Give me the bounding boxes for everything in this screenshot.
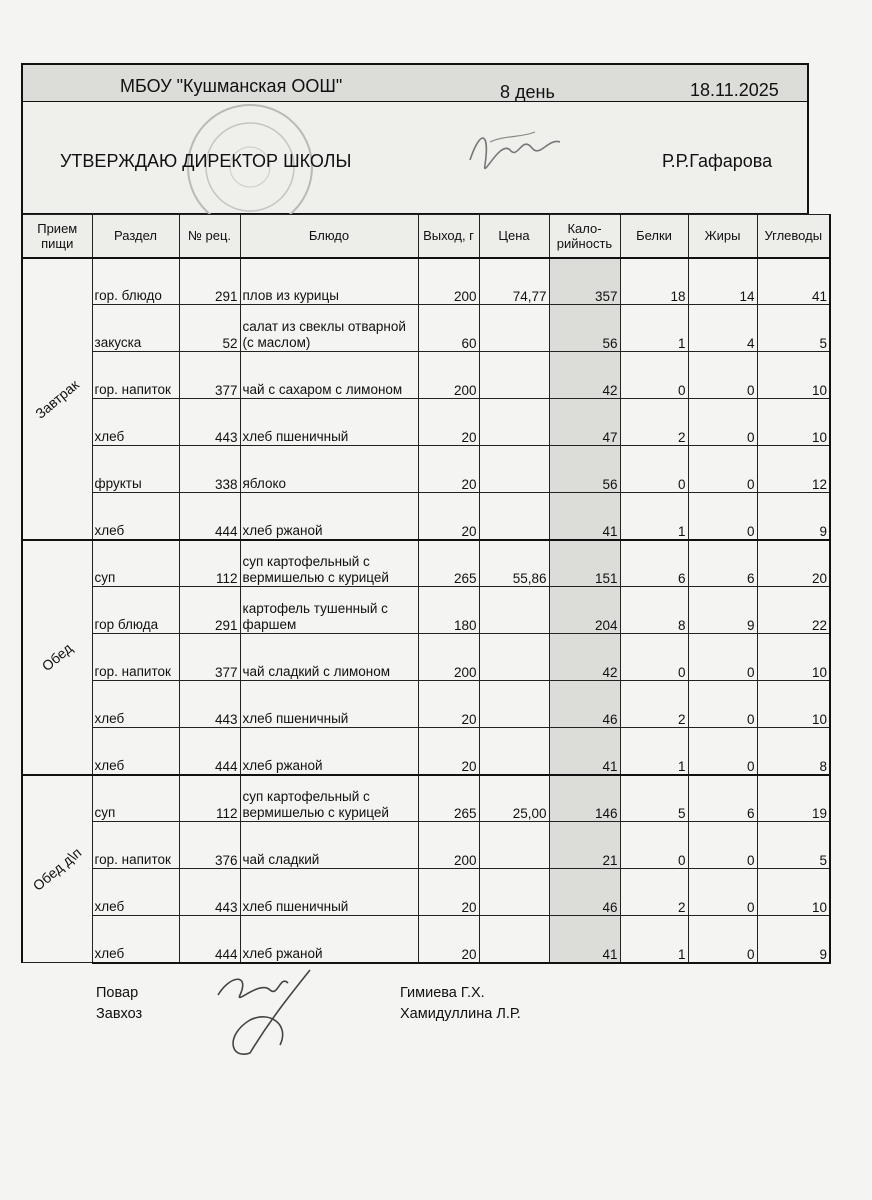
cell-section: гор. напиток	[92, 634, 179, 681]
cell-dish: хлеб ржаной	[240, 916, 418, 963]
cell-recipe: 444	[179, 728, 240, 775]
cell-protein: 1	[620, 493, 688, 540]
cell-carbs: 12	[757, 446, 830, 493]
cell-kcal: 42	[549, 634, 620, 681]
cell-section: фрукты	[92, 446, 179, 493]
cell-price	[479, 587, 549, 634]
cook-signature-icon	[210, 965, 330, 1060]
cell-price	[479, 916, 549, 963]
keeper-name: Хамидуллина Л.Р.	[400, 1006, 521, 1022]
cell-yield: 200	[418, 822, 479, 869]
meal-cell	[22, 540, 92, 775]
table-row	[22, 634, 830, 681]
cell-fat: 14	[688, 258, 757, 305]
cell-price: 25,00	[479, 775, 549, 822]
cell-recipe: 291	[179, 258, 240, 305]
col-kcal: Кало-рийность	[549, 215, 620, 258]
cell-kcal: 146	[549, 775, 620, 822]
meal-cell	[22, 258, 92, 540]
cell-protein: 1	[620, 916, 688, 963]
cell-dish: хлеб пшеничный	[240, 681, 418, 728]
cell-carbs: 10	[757, 352, 830, 399]
director-name: Р.Р.Гафарова	[662, 151, 773, 171]
cell-price	[479, 446, 549, 493]
cell-section: гор. блюдо	[92, 258, 179, 305]
cell-protein: 8	[620, 587, 688, 634]
cell-yield: 200	[418, 352, 479, 399]
cell-section: хлеб	[92, 728, 179, 775]
cell-yield: 200	[418, 258, 479, 305]
cell-kcal: 357	[549, 258, 620, 305]
cell-recipe: 112	[179, 540, 240, 587]
table-row	[22, 399, 830, 446]
cell-yield: 265	[418, 775, 479, 822]
table-row	[22, 681, 830, 728]
cell-protein: 1	[620, 305, 688, 352]
school-name: МБОУ "Кушманская ООШ"	[120, 76, 343, 96]
cell-recipe: 376	[179, 822, 240, 869]
approval-caption: УТВЕРЖДАЮ ДИРЕКТОР ШКОЛЫ	[60, 151, 352, 171]
cell-dish: суп картофельный с вермишелью с курицей	[240, 540, 418, 587]
cell-fat: 0	[688, 916, 757, 963]
cell-carbs: 20	[757, 540, 830, 587]
meal-cell	[22, 775, 92, 963]
cell-dish: хлеб ржаной	[240, 728, 418, 775]
cell-price: 55,86	[479, 540, 549, 587]
cell-protein: 6	[620, 540, 688, 587]
cell-kcal: 41	[549, 916, 620, 963]
table-row	[22, 728, 830, 775]
cell-recipe: 377	[179, 634, 240, 681]
cell-section: хлеб	[92, 916, 179, 963]
cell-fat: 0	[688, 493, 757, 540]
cell-kcal: 41	[549, 493, 620, 540]
cell-kcal: 41	[549, 728, 620, 775]
col-section: Раздел	[92, 215, 179, 258]
table-row	[22, 540, 830, 587]
cell-recipe: 377	[179, 352, 240, 399]
cell-price	[479, 352, 549, 399]
cell-protein: 2	[620, 399, 688, 446]
table-row	[22, 916, 830, 963]
cell-fat: 0	[688, 728, 757, 775]
cell-kcal: 47	[549, 399, 620, 446]
cell-kcal: 46	[549, 869, 620, 916]
cell-fat: 0	[688, 399, 757, 446]
cell-kcal: 46	[549, 681, 620, 728]
cell-carbs: 10	[757, 399, 830, 446]
table-row	[22, 493, 830, 540]
cell-kcal: 21	[549, 822, 620, 869]
cell-carbs: 9	[757, 916, 830, 963]
cell-protein: 0	[620, 446, 688, 493]
cell-recipe: 443	[179, 869, 240, 916]
cell-price	[479, 493, 549, 540]
cell-carbs: 10	[757, 681, 830, 728]
cell-dish: чай сладкий	[240, 822, 418, 869]
cell-carbs: 19	[757, 775, 830, 822]
cell-yield: 180	[418, 587, 479, 634]
cell-recipe: 52	[179, 305, 240, 352]
cell-carbs: 10	[757, 634, 830, 681]
col-protein: Белки	[620, 215, 688, 258]
cell-section: закуска	[92, 305, 179, 352]
cell-section: гор блюда	[92, 587, 179, 634]
cell-kcal: 56	[549, 446, 620, 493]
col-dish: Блюдо	[240, 215, 418, 258]
cell-yield: 20	[418, 916, 479, 963]
cell-recipe: 112	[179, 775, 240, 822]
cell-yield: 20	[418, 869, 479, 916]
cell-section: суп	[92, 775, 179, 822]
cell-fat: 9	[688, 587, 757, 634]
cell-fat: 6	[688, 775, 757, 822]
cell-yield: 200	[418, 634, 479, 681]
cell-fat: 0	[688, 352, 757, 399]
cell-carbs: 22	[757, 587, 830, 634]
table-row	[22, 869, 830, 916]
cell-recipe: 443	[179, 681, 240, 728]
cook-name: Гимиева Г.Х.	[400, 985, 485, 1001]
cell-price	[479, 869, 549, 916]
cell-protein: 1	[620, 728, 688, 775]
cell-price: 74,77	[479, 258, 549, 305]
cell-recipe: 444	[179, 493, 240, 540]
cell-section: суп	[92, 540, 179, 587]
meal-label: Завтрак	[32, 375, 83, 422]
cell-dish: чай сладкий с лимоном	[240, 634, 418, 681]
cell-carbs: 5	[757, 305, 830, 352]
cell-dish: картофель тушенный с фаршем	[240, 587, 418, 634]
cell-fat: 0	[688, 681, 757, 728]
cell-dish: яблоко	[240, 446, 418, 493]
cell-recipe: 444	[179, 916, 240, 963]
table-row	[22, 305, 830, 352]
cell-yield: 20	[418, 399, 479, 446]
cell-fat: 4	[688, 305, 757, 352]
menu-date: 18.11.2025	[690, 80, 779, 100]
cell-dish: салат из свеклы отварной (с маслом)	[240, 305, 418, 352]
cell-carbs: 10	[757, 869, 830, 916]
cell-kcal: 204	[549, 587, 620, 634]
cell-kcal: 151	[549, 540, 620, 587]
cook-label: Повар	[96, 985, 139, 1001]
cell-section: гор. напиток	[92, 352, 179, 399]
cell-yield: 265	[418, 540, 479, 587]
cell-protein: 0	[620, 352, 688, 399]
cell-kcal: 56	[549, 305, 620, 352]
table-row	[22, 775, 830, 822]
cell-fat: 0	[688, 634, 757, 681]
cell-section: хлеб	[92, 399, 179, 446]
col-yield: Выход, г	[418, 215, 479, 258]
cell-protein: 2	[620, 869, 688, 916]
cell-dish: хлеб пшеничный	[240, 399, 418, 446]
cell-section: хлеб	[92, 681, 179, 728]
cell-carbs: 9	[757, 493, 830, 540]
cell-carbs: 8	[757, 728, 830, 775]
menu-table	[21, 214, 831, 964]
cell-dish: плов из курицы	[240, 258, 418, 305]
cell-dish: чай с сахаром с лимоном	[240, 352, 418, 399]
table-header-row	[22, 215, 830, 258]
cell-price	[479, 634, 549, 681]
cell-yield: 20	[418, 728, 479, 775]
cell-fat: 6	[688, 540, 757, 587]
cell-recipe: 443	[179, 399, 240, 446]
col-price: Цена	[479, 215, 549, 258]
cell-fat: 0	[688, 869, 757, 916]
cell-yield: 60	[418, 305, 479, 352]
cell-section: хлеб	[92, 493, 179, 540]
table-row	[22, 446, 830, 493]
cell-price	[479, 822, 549, 869]
keeper-label: Завхоз	[96, 1006, 143, 1022]
cell-price	[479, 305, 549, 352]
meal-label: Обед д\п	[29, 844, 85, 894]
col-meal: Прием пищи	[22, 215, 92, 258]
cell-price	[479, 399, 549, 446]
cell-carbs: 5	[757, 822, 830, 869]
table-row	[22, 258, 830, 305]
col-carbs: Углеводы	[757, 215, 830, 258]
col-recipe: № рец.	[179, 215, 240, 258]
cell-dish: суп картофельный с вермишелью с курицей	[240, 775, 418, 822]
cell-carbs: 41	[757, 258, 830, 305]
cell-kcal: 42	[549, 352, 620, 399]
cell-protein: 0	[620, 634, 688, 681]
table-row	[22, 822, 830, 869]
director-signature-icon	[460, 120, 570, 190]
cell-protein: 2	[620, 681, 688, 728]
meal-label: Обед	[38, 639, 76, 675]
cell-yield: 20	[418, 681, 479, 728]
cell-section: хлеб	[92, 869, 179, 916]
cell-protein: 5	[620, 775, 688, 822]
cell-protein: 0	[620, 822, 688, 869]
cell-price	[479, 681, 549, 728]
cell-yield: 20	[418, 446, 479, 493]
cell-fat: 0	[688, 822, 757, 869]
day-label: 8 день	[500, 82, 555, 102]
col-fat: Жиры	[688, 215, 757, 258]
cell-protein: 18	[620, 258, 688, 305]
cell-dish: хлеб ржаной	[240, 493, 418, 540]
cell-yield: 20	[418, 493, 479, 540]
table-row	[22, 587, 830, 634]
cell-recipe: 291	[179, 587, 240, 634]
cell-recipe: 338	[179, 446, 240, 493]
cell-section: гор. напиток	[92, 822, 179, 869]
table-row	[22, 352, 830, 399]
cell-fat: 0	[688, 446, 757, 493]
cell-price	[479, 728, 549, 775]
cell-dish: хлеб пшеничный	[240, 869, 418, 916]
